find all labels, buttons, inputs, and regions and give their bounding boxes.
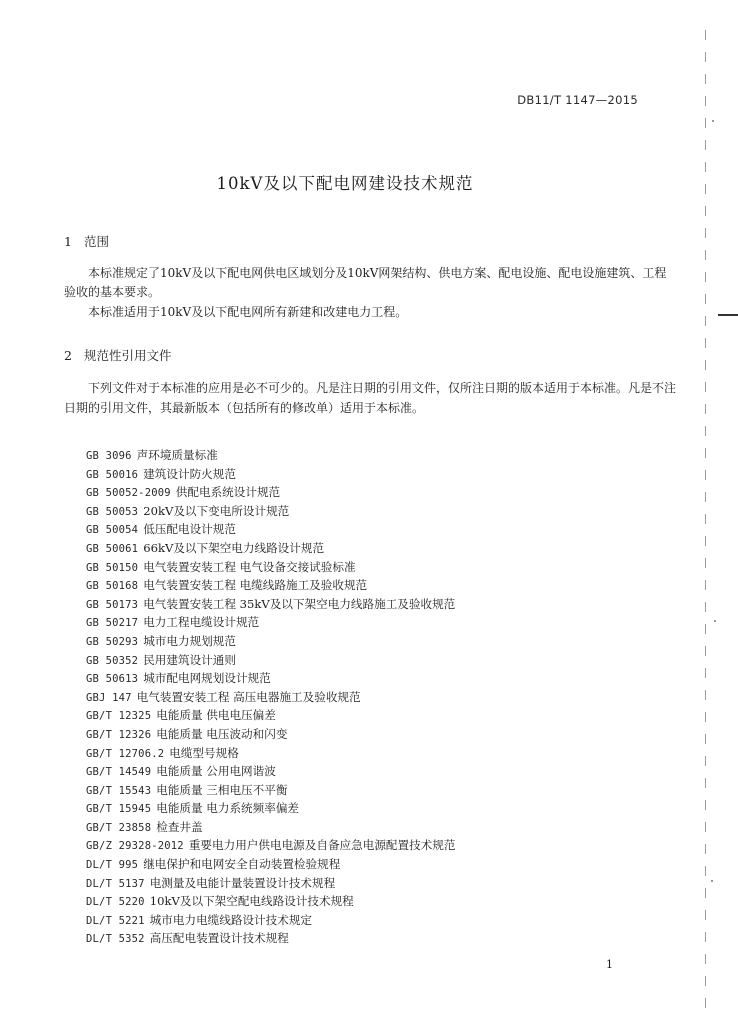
reference-name: 电气装置安装工程 35kV及以下架空电力线路施工及验收规范 [143,596,456,611]
scan-edge-artifact [705,30,706,1010]
reference-item [86,558,456,577]
reference-name: 电气装置安装工程 电气设备交接试验标准 [143,559,356,574]
reference-name: 城市电力规划规范 [143,633,236,648]
reference-item [86,688,456,707]
scan-dot-artifact [711,880,713,882]
reference-name: 20kV及以下变电所设计规范 [143,503,290,518]
reference-name: 电气装置安装工程 高压电器施工及验收规范 [136,689,361,704]
reference-code: GB 50054 [86,524,139,537]
standard-code: DB11/T 1147—2015 [517,93,638,107]
reference-name: 10kV及以下架空配电线路设计技术规程 [149,894,354,909]
reference-item [86,651,456,670]
document-title: 10kV及以下配电网建设技术规范 [216,174,474,193]
reference-code: GB 50217 [86,617,139,630]
reference-item [86,502,456,521]
reference-name: 电能质量 三相电压不平衡 [156,782,288,797]
reference-code: GB 50052-2009 [86,487,171,500]
reference-item [86,892,456,911]
reference-code: DL/T 5352 [86,933,145,946]
reference-name: 电能质量 公用电网谐波 [156,764,276,779]
reference-code: GB/T 12325 [86,710,152,723]
reference-code: GB 50613 [86,673,139,686]
reference-name: 检查井盖 [156,819,203,834]
reference-name: 低压配电设计规范 [143,522,236,537]
reference-item [86,483,456,502]
reference-item [86,781,456,800]
reference-item [86,725,456,744]
section-2-intro: 下列文件对于本标准的应用是必不可少的。凡是注日期的引用文件，仅所注日期的版本适用于本标准。凡是不注日期的引用文件，其最新版本（包括所有的修改单）适用于本标准。 [64,381,677,415]
reference-item [86,465,456,484]
reference-name: 电能质量 电压波动和闪变 [156,726,288,741]
reference-code: GB 50168 [86,580,139,593]
reference-item [86,911,456,930]
section-2-number: 2 [64,348,72,363]
section-1-heading [64,232,109,250]
reference-item [86,874,456,893]
reference-item [86,855,456,874]
reference-name: 城市电力电缆线路设计技术规定 [149,912,313,927]
reference-code: GB 50150 [86,561,139,574]
reference-code: GBJ 147 [86,691,132,704]
reference-name: 66kV及以下架空电力线路设计规范 [143,540,325,555]
reference-name: 电能质量 供电电压偏差 [156,708,276,723]
reference-name: 民用建筑设计通则 [143,652,236,667]
reference-item [86,613,456,632]
reference-name: 电力工程电缆设计规范 [143,615,260,630]
reference-name: 高压配电装置设计技术规程 [149,931,289,946]
reference-name: 建筑设计防火规范 [143,466,236,481]
reference-code: GB/T 15543 [86,784,152,797]
page-number: 1 [606,958,613,971]
scan-dot-artifact [712,120,714,122]
reference-code: GB 50061 [86,542,139,555]
reference-code: GB 50293 [86,635,139,648]
reference-code: GB/T 14549 [86,766,152,779]
reference-item [86,576,456,595]
reference-item [86,520,456,539]
reference-code: GB 50053 [86,505,139,518]
reference-item [86,706,456,725]
reference-name: 重要电力用户供电电源及自备应急电源配置技术规范 [188,838,456,853]
section-2-heading [64,346,172,364]
reference-code: DL/T 995 [86,859,139,872]
reference-item [86,669,456,688]
reference-item [86,799,456,818]
reference-code: GB/T 12706.2 [86,747,165,760]
reference-name: 电测量及电能计量装置设计技术规程 [149,875,336,890]
reference-name: 电气装置安装工程 电缆线路施工及验收规范 [143,578,368,593]
reference-name: 供配电系统设计规范 [175,485,281,500]
reference-item [86,818,456,837]
reference-item [86,744,456,763]
reference-code: GB 50173 [86,598,139,611]
reference-name: 继电保护和电网安全自动装置检验规程 [143,857,341,872]
section-1-paragraph: 本标准规定了10kV及以下配电网供电区域划分及10kV网架结构、供电方案、配电设施、配电设施建筑、工程验收的基本要求。 [64,266,667,299]
reference-name: 城市配电网规划设计规范 [143,671,271,686]
section-2-title: 规范性引用文件 [84,348,172,363]
reference-code: GB 3096 [86,450,132,462]
reference-item [86,632,456,651]
reference-code: DL/T 5221 [86,914,145,927]
reference-code: DL/T 5220 [86,896,145,909]
reference-item [86,539,456,558]
reference-code: GB/Z 29328-2012 [86,840,184,853]
section-1-title: 范围 [84,234,110,249]
reference-code: GB/T 15945 [86,803,152,816]
normative-reference-list [86,446,456,948]
section-1-paragraph: 本标准适用于10kV及以下配电网所有新建和改建电力工程。 [88,305,408,319]
reference-item [86,929,456,948]
scan-dot-artifact [714,620,716,622]
reference-code: GB/T 12326 [86,728,152,741]
reference-name: 电缆型号规格 [169,745,239,760]
reference-name: 电能质量 电力系统频率偏差 [156,801,300,816]
reference-item [86,446,456,465]
reference-code: GB 50352 [86,654,139,667]
reference-code: GB 50016 [86,468,139,481]
reference-item [86,762,456,781]
scan-mark-artifact [718,314,738,316]
reference-item [86,836,456,855]
section-1-number: 1 [64,234,72,249]
reference-code: DL/T 5137 [86,877,145,890]
reference-code: GB/T 23858 [86,821,152,834]
reference-item [86,595,456,614]
reference-name: 声环境质量标准 [136,448,218,462]
